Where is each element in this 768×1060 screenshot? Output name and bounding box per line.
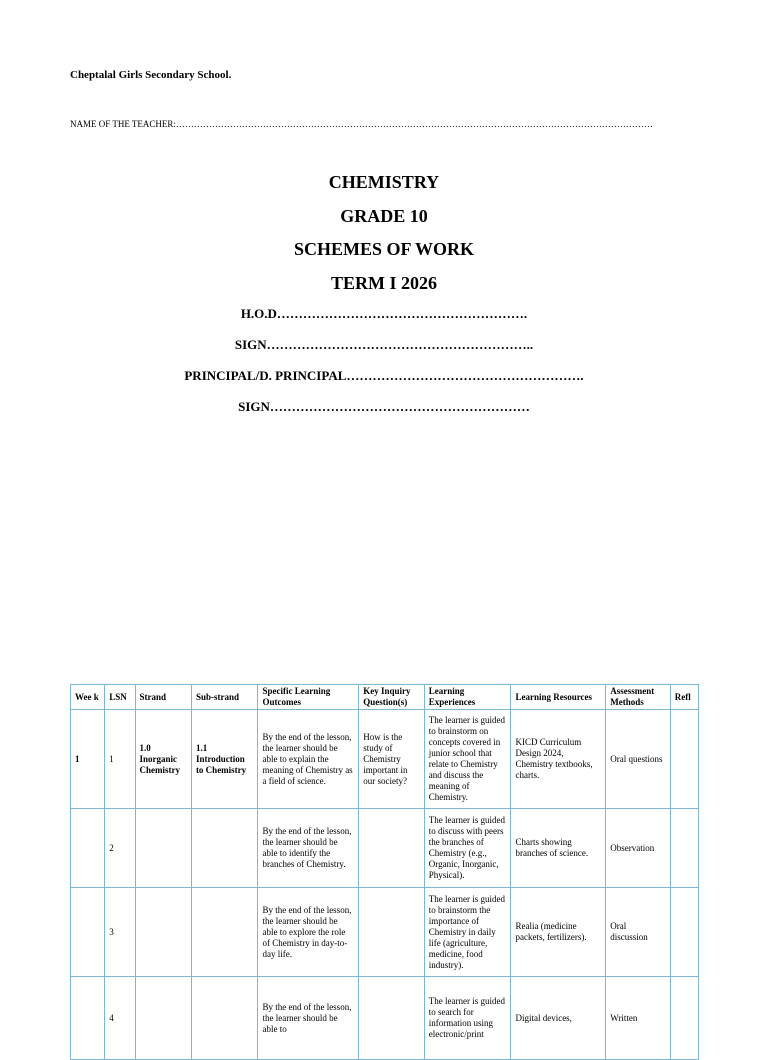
- cell-lsn: 4: [105, 977, 135, 1060]
- subject-title: CHEMISTRY: [328, 172, 440, 192]
- cell-substrand: [191, 888, 258, 977]
- cell-assessment: Observation: [606, 809, 671, 888]
- cell-experiences: The learner is guided to brainstorm the importance of Chemistry in daily life (agriculture, medicine, food industry).: [424, 888, 511, 977]
- principal-sign-line: SIGN……………………………………………………: [238, 399, 530, 414]
- cell-reflection: [670, 888, 698, 977]
- cell-resources: Digital devices,: [511, 977, 606, 1060]
- cell-resources: Realia (medicine packets, fertilizers).: [511, 888, 606, 977]
- cell-experiences: The learner is guided to discuss with peers the branches of Chemistry (e.g., Organic, Inorganic, Physical).: [424, 809, 511, 888]
- cell-strand: [135, 809, 191, 888]
- table-header-row: [71, 685, 699, 710]
- cell-inquiry: [359, 809, 425, 888]
- cell-reflection: [670, 977, 698, 1060]
- cell-substrand: [191, 809, 258, 888]
- cell-inquiry: [359, 888, 425, 977]
- header-week: Wee k: [71, 685, 105, 710]
- term-title: TERM I 2026: [330, 273, 437, 293]
- principal-signature-line: PRINCIPAL/D. PRINCIPAL……………………………………………….: [184, 368, 584, 383]
- table-row: [71, 710, 699, 809]
- cell-reflection: [670, 710, 698, 809]
- cell-assessment: Written: [606, 977, 671, 1060]
- cell-resources: Charts showing branches of science.: [511, 809, 606, 888]
- cell-outcomes: By the end of the lesson, the learner should be able to explain the meaning of Chemistry as a field of science.: [258, 710, 359, 809]
- cell-outcomes: By the end of the lesson, the learner should be able to identify the branches of Chemistry.: [258, 809, 359, 888]
- cell-reflection: [670, 809, 698, 888]
- cell-assessment: Oral questions: [606, 710, 671, 809]
- cell-week: [71, 888, 105, 977]
- document-type-title: SCHEMES OF WORK: [293, 239, 475, 259]
- header-assessment: Assessment Methods: [606, 685, 671, 710]
- cell-week: [71, 809, 105, 888]
- cell-strand: [135, 888, 191, 977]
- school-name: Cheptalal Girls Secondary School.: [70, 69, 232, 81]
- header-lsn: LSN: [105, 685, 135, 710]
- cell-substrand: [191, 977, 258, 1060]
- table-row: [71, 977, 699, 1060]
- cell-substrand: 1.1 Introduction to Chemistry: [191, 710, 258, 809]
- cell-lsn: 2: [105, 809, 135, 888]
- header-substrand: Sub-strand: [191, 685, 258, 710]
- cell-outcomes: By the end of the lesson, the learner should be able to: [258, 977, 359, 1060]
- header-resources: Learning Resources: [511, 685, 606, 710]
- table-row: [71, 809, 699, 888]
- teacher-name-line: NAME OF THE TEACHER:……………………………………………………………………………………………………………………………………………: [70, 119, 653, 129]
- cell-lsn: 3: [105, 888, 135, 977]
- scheme-of-work-table: [70, 684, 699, 1060]
- header-experiences: Learning Experiences: [424, 685, 511, 710]
- cell-strand: [135, 977, 191, 1060]
- cell-assessment: Oral discussion: [606, 888, 671, 977]
- hod-sign-line: SIGN……………………………………………………..: [234, 337, 534, 352]
- header-strand: Strand: [135, 685, 191, 710]
- cell-week: [71, 977, 105, 1060]
- cell-inquiry: [359, 977, 425, 1060]
- cell-strand: 1.0 Inorganic Chemistry: [135, 710, 191, 809]
- cell-outcomes: By the end of the lesson, the learner should be able to explore the role of Chemistry in day-to-day life.: [258, 888, 359, 977]
- cell-experiences: The learner is guided to search for information using electronic/print: [424, 977, 511, 1060]
- table-row: [71, 888, 699, 977]
- grade-title: GRADE 10: [340, 206, 428, 226]
- header-reflection: Refl: [670, 685, 698, 710]
- cell-inquiry: How is the study of Chemistry important in our society?: [359, 710, 425, 809]
- cell-experiences: The learner is guided to brainstorm on concepts covered in junior school that relate to Chemistry and discuss the meaning of Chemistry.: [424, 710, 511, 809]
- header-inquiry: Key Inquiry Question(s): [359, 685, 425, 710]
- cell-resources: KICD Curriculum Design 2024, Chemistry textbooks, charts.: [511, 710, 606, 809]
- cell-week: 1: [71, 710, 105, 809]
- hod-signature-line: H.O.D………………………………………………….: [240, 306, 528, 321]
- cell-lsn: 1: [105, 710, 135, 809]
- header-outcomes: Specific Learning Outcomes: [258, 685, 359, 710]
